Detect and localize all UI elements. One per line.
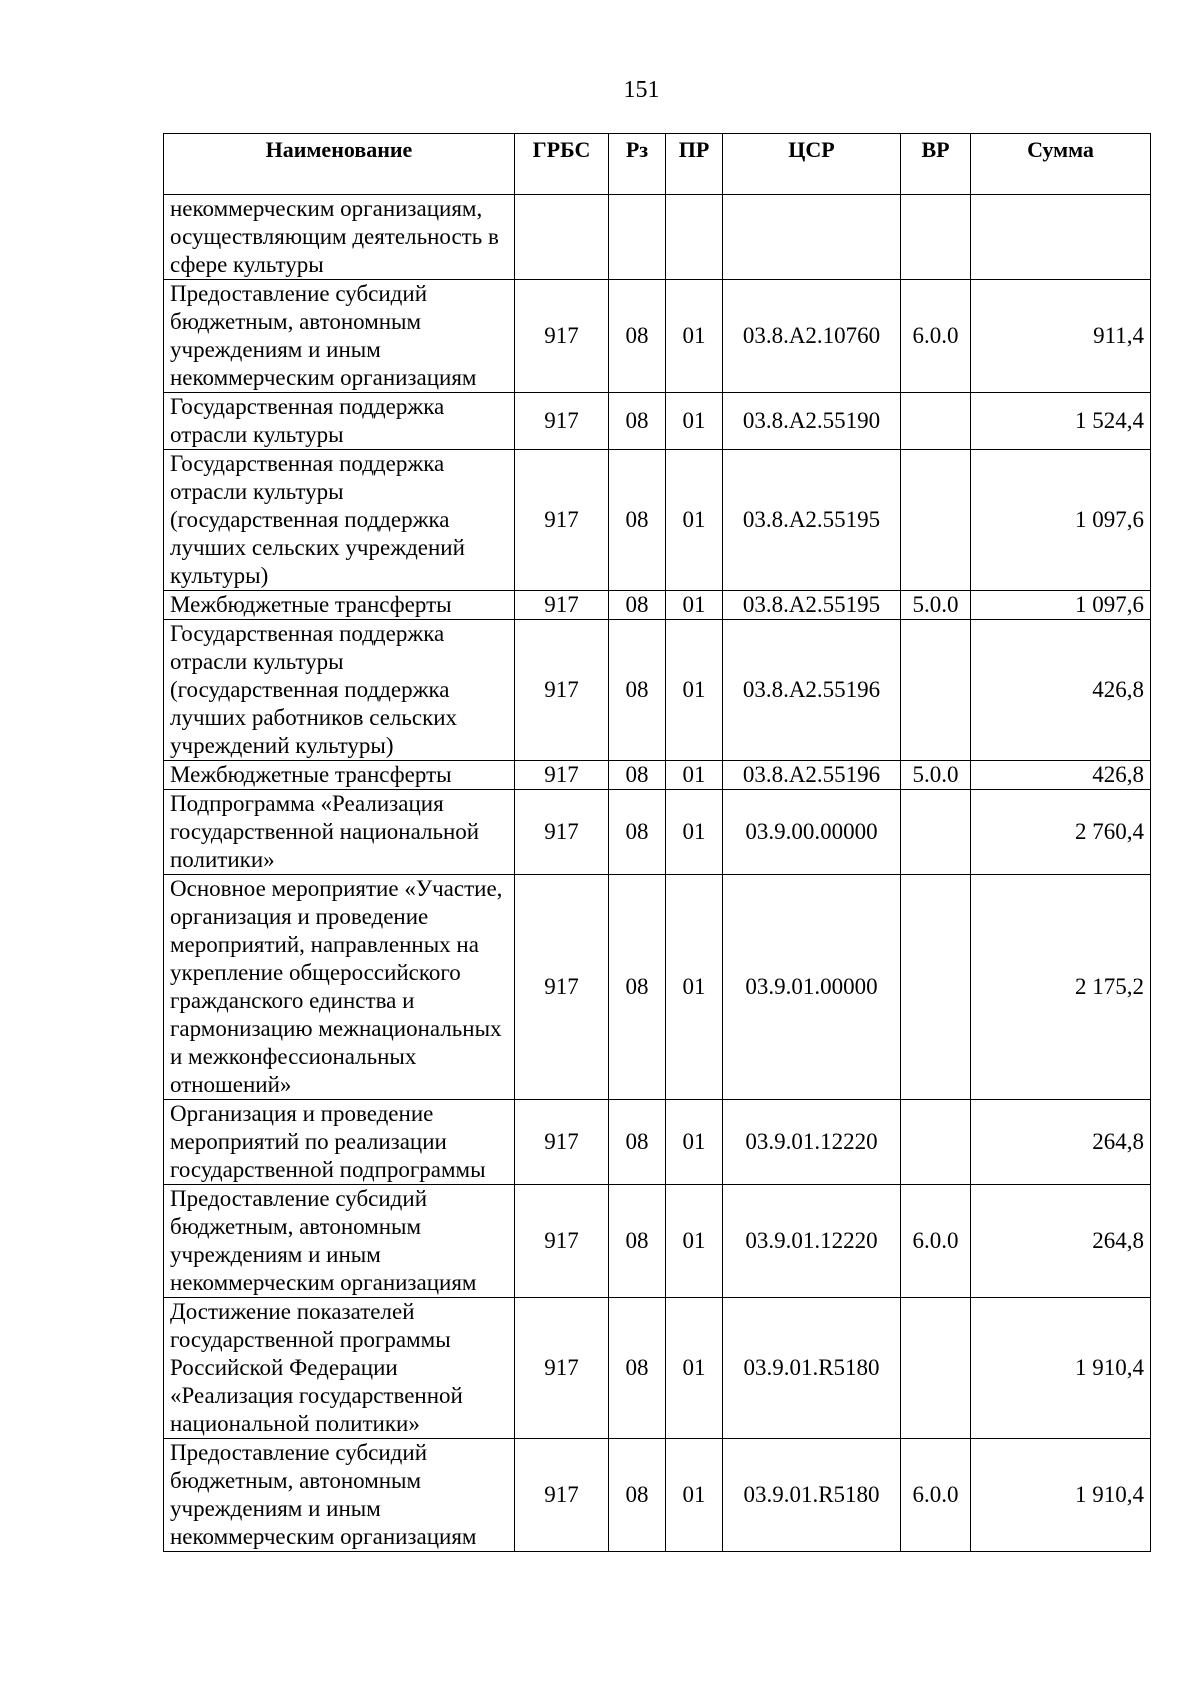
cell-pr: 01 (666, 1185, 723, 1298)
cell-vr (901, 1298, 971, 1439)
cell-grbs: 917 (515, 591, 609, 620)
header-vr: ВР (901, 134, 971, 195)
cell-vr: 6.0.0 (901, 1185, 971, 1298)
table-row (164, 195, 1151, 280)
cell-csr: 03.9.01.12220 (723, 1185, 901, 1298)
header-rz: Рз (609, 134, 666, 195)
table-row (164, 875, 1151, 1100)
header-grbs: ГРБС (515, 134, 609, 195)
cell-rz: 08 (609, 875, 666, 1100)
cell-sum: 911,4 (971, 280, 1151, 393)
cell-rz: 08 (609, 1100, 666, 1185)
cell-rz: 08 (609, 393, 666, 450)
cell-name: Предоставление субсидий бюджетным, автономным учреждениям и иным некоммерческим организациям (164, 1185, 515, 1298)
cell-csr: 03.9.01.12220 (723, 1100, 901, 1185)
cell-rz: 08 (609, 1439, 666, 1552)
cell-grbs: 917 (515, 620, 609, 761)
cell-pr: 01 (666, 591, 723, 620)
table-row (164, 591, 1151, 620)
table-row (164, 1298, 1151, 1439)
cell-grbs: 917 (515, 1185, 609, 1298)
cell-vr (901, 1100, 971, 1185)
cell-sum: 426,8 (971, 620, 1151, 761)
cell-rz: 08 (609, 761, 666, 790)
cell-sum: 1 524,4 (971, 393, 1151, 450)
cell-name: Межбюджетные трансферты (164, 591, 515, 620)
cell-vr (901, 450, 971, 591)
cell-vr: 6.0.0 (901, 280, 971, 393)
cell-sum: 2 760,4 (971, 790, 1151, 875)
cell-name: Государственная поддержка отрасли культуры (государственная поддержка лучших сельских учреждений культуры) (164, 450, 515, 591)
header-csr: ЦСР (723, 134, 901, 195)
cell-vr: 6.0.0 (901, 1439, 971, 1552)
cell-name: Достижение показателей государственной программы Российской Федерации «Реализация государственной национальной политики» (164, 1298, 515, 1439)
cell-pr: 01 (666, 280, 723, 393)
cell-csr: 03.9.00.00000 (723, 790, 901, 875)
cell-rz: 08 (609, 450, 666, 591)
cell-name: Организация и проведение мероприятий по реализации государственной подпрограммы (164, 1100, 515, 1185)
cell-grbs: 917 (515, 1439, 609, 1552)
cell-pr: 01 (666, 393, 723, 450)
cell-sum: 1 097,6 (971, 591, 1151, 620)
cell-csr: 03.8.А2.55190 (723, 393, 901, 450)
cell-sum (971, 195, 1151, 280)
page-number: 151 (623, 77, 660, 103)
cell-pr: 01 (666, 875, 723, 1100)
cell-csr: 03.9.01.00000 (723, 875, 901, 1100)
cell-pr: 01 (666, 620, 723, 761)
cell-rz: 08 (609, 620, 666, 761)
cell-vr (901, 195, 971, 280)
table-row (164, 1100, 1151, 1185)
cell-name: Предоставление субсидий бюджетным, автономным учреждениям и иным некоммерческим организациям (164, 280, 515, 393)
cell-pr: 01 (666, 761, 723, 790)
cell-rz: 08 (609, 790, 666, 875)
table-row (164, 280, 1151, 393)
cell-sum: 264,8 (971, 1185, 1151, 1298)
cell-vr (901, 790, 971, 875)
cell-grbs: 917 (515, 761, 609, 790)
table-row (164, 393, 1151, 450)
cell-rz: 08 (609, 1185, 666, 1298)
cell-name: Государственная поддержка отрасли культуры (государственная поддержка лучших работников сельских учреждений культуры) (164, 620, 515, 761)
table-row (164, 761, 1151, 790)
cell-name: Основное мероприятие «Участие, организация и проведение мероприятий, направленных на укрепление общероссийского гражданского единства и гармонизацию межнациональных и межконфессиональных отношений» (164, 875, 515, 1100)
cell-csr (723, 195, 901, 280)
cell-sum: 1 910,4 (971, 1439, 1151, 1552)
table-row (164, 1185, 1151, 1298)
cell-csr: 03.9.01.R5180 (723, 1298, 901, 1439)
cell-sum: 264,8 (971, 1100, 1151, 1185)
header-name: Наименование (164, 134, 515, 195)
cell-csr: 03.9.01.R5180 (723, 1439, 901, 1552)
cell-rz: 08 (609, 280, 666, 393)
cell-name: Предоставление субсидий бюджетным, автономным учреждениям и иным некоммерческим организациям (164, 1439, 515, 1552)
table-row (164, 450, 1151, 591)
table-row (164, 1439, 1151, 1552)
cell-name: некоммерческим организациям, осуществляющим деятельность в сфере культуры (164, 195, 515, 280)
cell-vr (901, 393, 971, 450)
cell-sum: 2 175,2 (971, 875, 1151, 1100)
cell-rz: 08 (609, 1298, 666, 1439)
cell-name: Подпрограмма «Реализация государственной национальной политики» (164, 790, 515, 875)
cell-csr: 03.8.А2.55195 (723, 591, 901, 620)
header-pr: ПР (666, 134, 723, 195)
cell-grbs: 917 (515, 1100, 609, 1185)
cell-grbs: 917 (515, 1298, 609, 1439)
header-sum: Сумма (971, 134, 1151, 195)
cell-csr: 03.8.А2.55195 (723, 450, 901, 591)
cell-sum: 1 910,4 (971, 1298, 1151, 1439)
cell-grbs: 917 (515, 790, 609, 875)
cell-csr: 03.8.А2.10760 (723, 280, 901, 393)
cell-vr (901, 875, 971, 1100)
cell-grbs (515, 195, 609, 280)
table-row (164, 620, 1151, 761)
cell-pr (666, 195, 723, 280)
cell-grbs: 917 (515, 450, 609, 591)
cell-sum: 426,8 (971, 761, 1151, 790)
cell-vr: 5.0.0 (901, 761, 971, 790)
cell-pr: 01 (666, 1298, 723, 1439)
cell-name: Межбюджетные трансферты (164, 761, 515, 790)
cell-grbs: 917 (515, 875, 609, 1100)
cell-grbs: 917 (515, 393, 609, 450)
budget-table (163, 133, 1151, 1552)
cell-rz (609, 195, 666, 280)
cell-vr: 5.0.0 (901, 591, 971, 620)
table-header-row (164, 134, 1151, 195)
cell-csr: 03.8.А2.55196 (723, 761, 901, 790)
cell-name: Государственная поддержка отрасли культуры (164, 393, 515, 450)
cell-vr (901, 620, 971, 761)
cell-csr: 03.8.А2.55196 (723, 620, 901, 761)
table-row (164, 790, 1151, 875)
cell-grbs: 917 (515, 280, 609, 393)
cell-pr: 01 (666, 1439, 723, 1552)
cell-pr: 01 (666, 450, 723, 591)
cell-sum: 1 097,6 (971, 450, 1151, 591)
cell-rz: 08 (609, 591, 666, 620)
cell-pr: 01 (666, 1100, 723, 1185)
cell-pr: 01 (666, 790, 723, 875)
